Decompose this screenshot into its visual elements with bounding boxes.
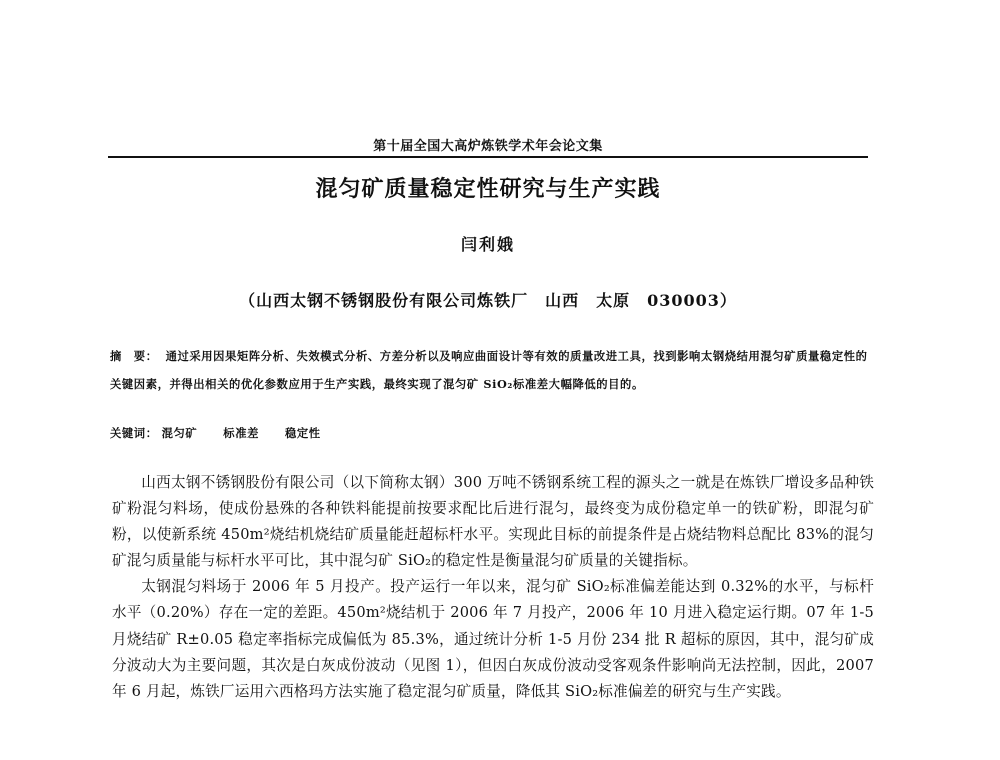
body-paragraph: 山西太钢不锈钢股份有限公司（以下简称太钢）300 万吨不锈钢系统工程的源头之一就是在炼铁厂增设多品种铁矿粉混匀料场，使成份悬殊的各种铁料能提前按要求配比后进行混匀，最终变为成份稳定单一的铁矿粉，即混匀矿粉，以使新系统 450m²烧结机烧结矿质量能赶超标杆水平。实现此目标的前提条件是占烧结物料总配比 83%的混匀矿混匀质量能与标杆水平可比，其中混匀矿 SiO₂的稳定性是衡量混匀矿质量的关键指标。	[112, 474, 874, 570]
header-rule	[108, 156, 868, 158]
keywords-label: 关键词：	[110, 427, 158, 440]
abstract-label: 摘 要：	[110, 350, 158, 363]
journal-header: 第十届全国大高炉炼铁学术年会论文集	[373, 139, 603, 154]
keyword: 标准差	[223, 426, 259, 440]
keyword: 混匀矿	[161, 426, 198, 440]
author-name: 闫利娥	[460, 235, 515, 254]
abstract-block	[110, 343, 872, 397]
keywords-block	[110, 422, 872, 445]
paper-title: 混匀矿质量稳定性研究与生产实践	[315, 177, 661, 202]
abstract-text: 通过采用因果矩阵分析、失效模式分析、方差分析以及响应曲面设计等有效的质量改进工具，找到影响太钢烧结用混匀矿质量稳定性的关键因素，并得出相关的优化参数应用于生产实践，最终实现了混匀矿 SiO₂标准差大幅降低的目的。	[110, 349, 868, 391]
author-affiliation: （山西太钢不锈钢股份有限公司炼铁厂 山西 太原 030003）	[239, 291, 737, 310]
keyword: 稳定性	[285, 426, 321, 440]
body-paragraph: 太钢混匀料场于 2006 年 5 月投产。投产运行一年以来，混匀矿 SiO₂标准偏差能达到 0.32%的水平，与标杆水平（0.20%）存在一定的差距。450m²烧结机于 2006 年 7 月投产，2006 年 10 月进入稳定运行期。07 年 1-5 月烧结矿 R±0.05 稳定率指标完成偏低为 85.3%，通过统计分析 1-5 月份 234 批 R 超标的原因，其中，混匀矿成分波动大为主要问题，其次是白灰成份波动（见图 1），但因白灰成份波动受客观条件影响尚无法控制，因此，2007 年 6 月起，炼铁厂运用六西格玛方法实施了稳定混匀矿质量，降低其 SiO₂标准偏差的研究与生产实践。	[112, 578, 874, 700]
body-text	[112, 470, 874, 705]
